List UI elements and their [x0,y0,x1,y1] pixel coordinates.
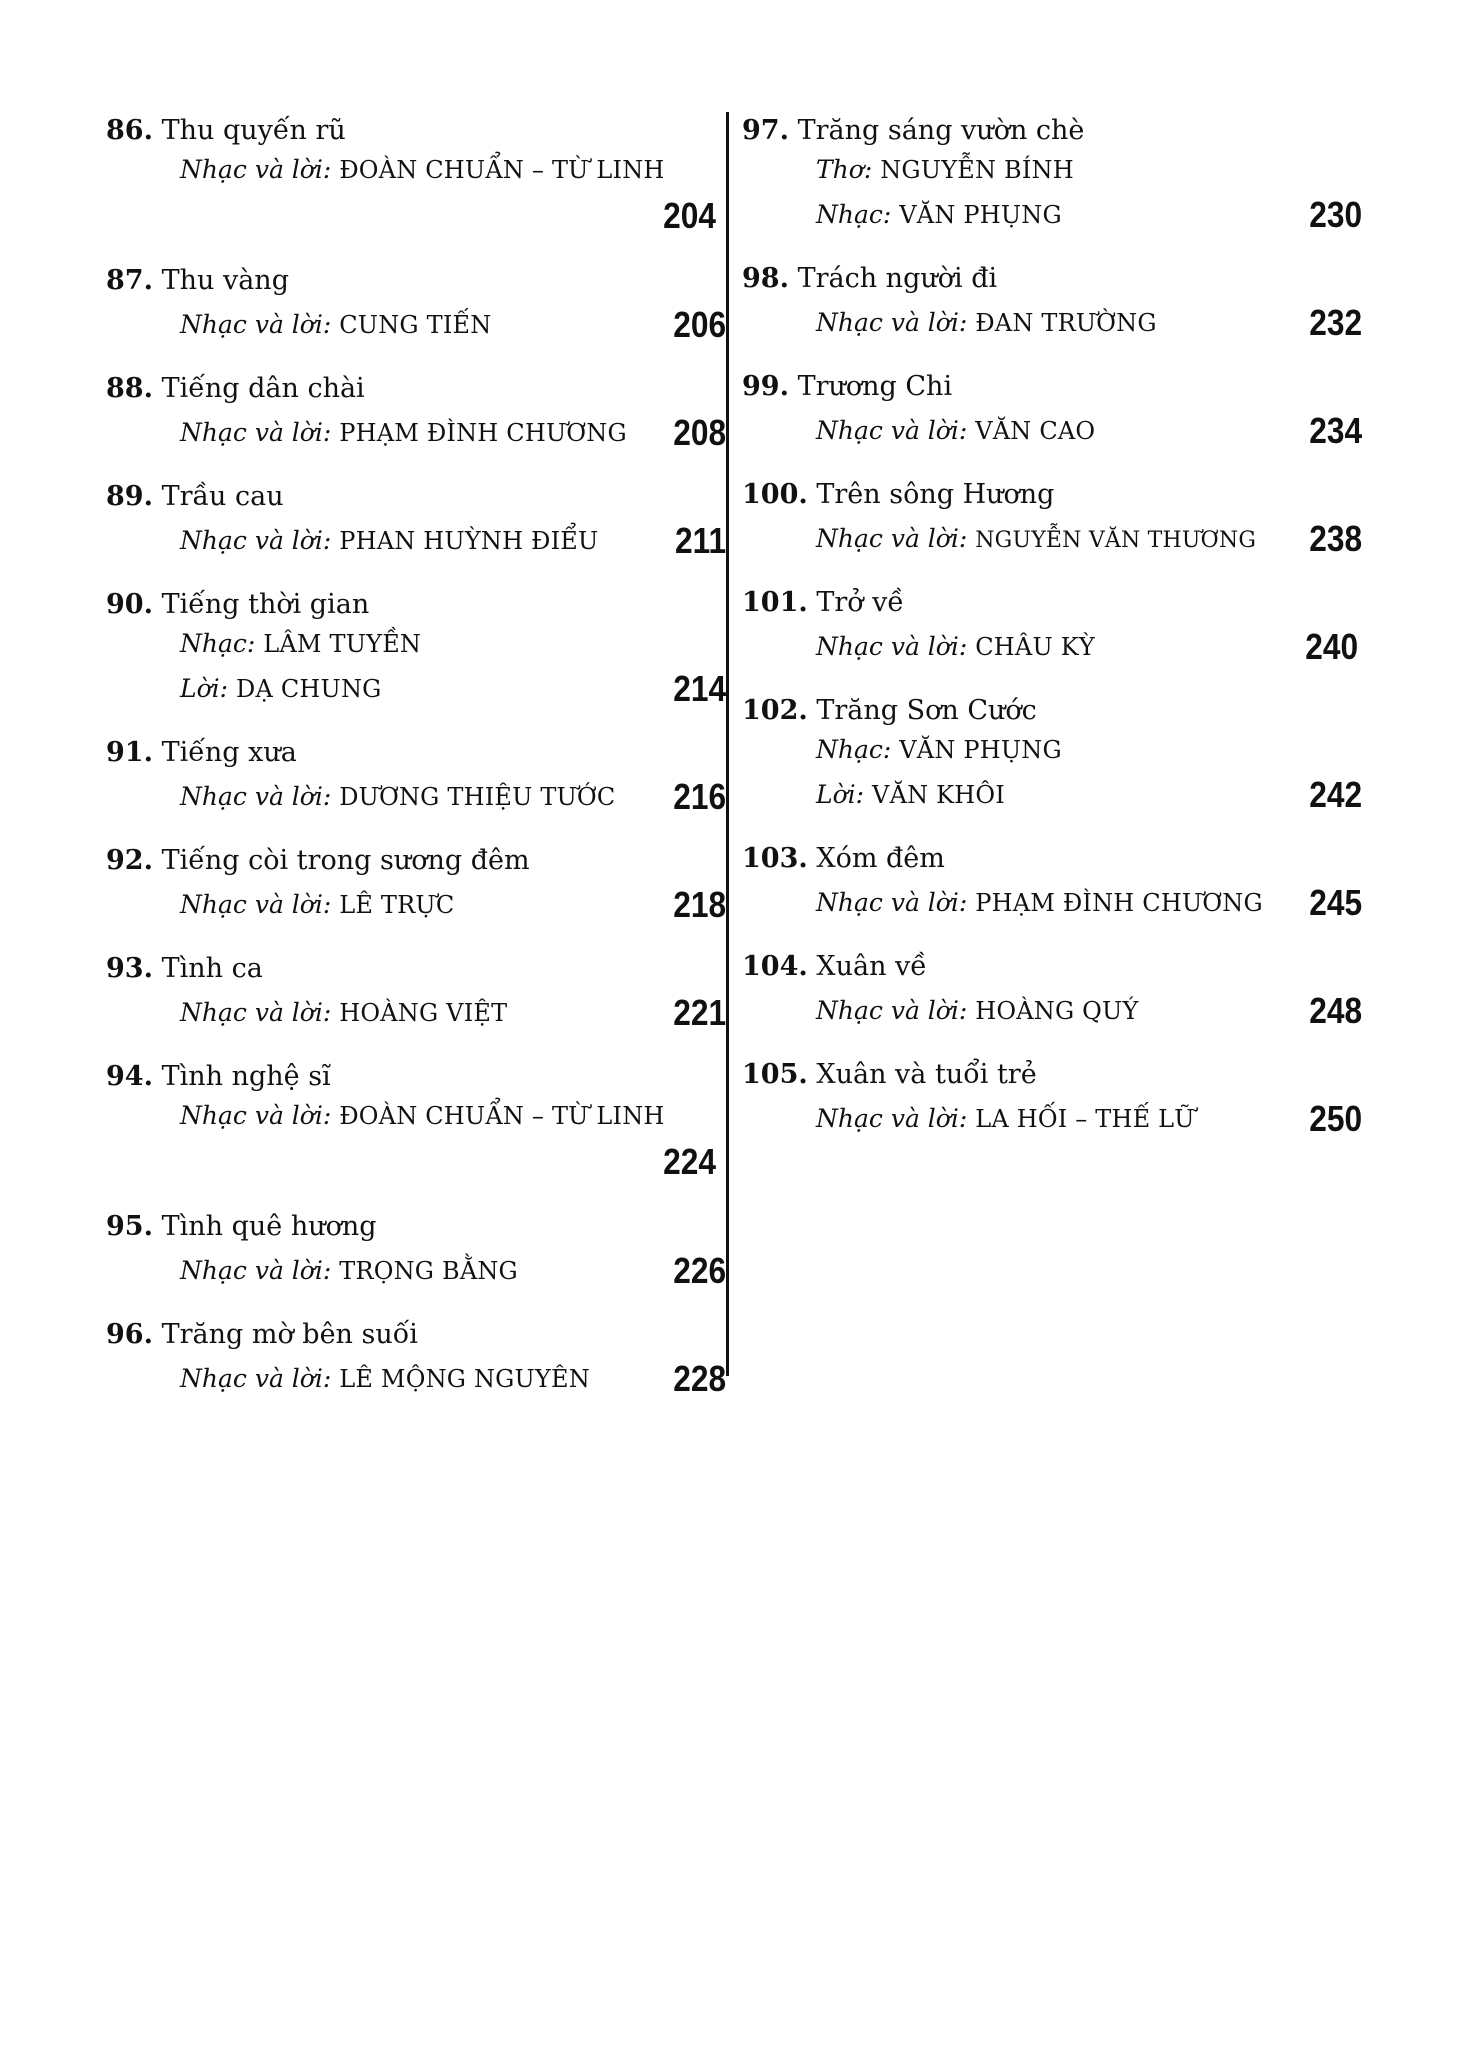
credit-line [180,516,726,566]
toc-entry[interactable] [106,262,726,350]
song-title: Trách người đi [797,263,998,294]
page-number: 206 [673,304,726,345]
entry-number: 99. [742,371,789,402]
entry-number: 96. [106,1319,153,1350]
credit-name: HOÀNG QUÝ [975,997,1139,1025]
toc-entry[interactable] [742,584,1358,672]
toc-entry[interactable] [106,370,726,458]
credit-name: VĂN CAO [975,417,1096,445]
toc-entry[interactable] [742,840,1362,928]
toc-entry[interactable] [106,1058,716,1188]
toc-entry[interactable] [106,950,726,1038]
credit-line [180,1096,716,1136]
credit-name: HOÀNG VIỆT [339,999,508,1027]
entry-number: 104. [742,951,808,982]
credit-role: Nhạc và lời: [816,416,968,445]
credit-line [180,664,726,714]
credit-line [180,300,726,350]
toc-entry[interactable] [742,112,1362,240]
credit-line [816,406,1362,456]
credit-name: PHAN HUỲNH ĐIỂU [339,527,599,555]
song-title: Trăng Sơn Cước [816,695,1037,726]
credit-line [180,150,716,190]
credit-line [816,986,1362,1036]
credit-line [180,1354,726,1404]
credit-name: VĂN PHỤNG [899,736,1062,764]
credit-name: LÊ TRỰC [339,891,455,919]
credit-role: Nhạc và lời: [816,888,968,917]
credit-line [180,880,726,930]
credit-role: Nhạc và lời: [180,890,332,919]
song-title: Tình nghệ sĩ [161,1061,331,1092]
entry-number: 86. [106,115,153,146]
toc-entry[interactable] [106,586,726,714]
credit-line [180,772,726,822]
page-number: 240 [1305,626,1358,667]
entry-number: 105. [742,1059,808,1090]
song-title: Trương Chi [797,371,953,402]
credit-name: NGUYỄN BÍNH [880,156,1074,184]
toc-entry[interactable] [742,476,1362,564]
credit-role: Thơ: [816,155,873,184]
credit-line [816,1094,1362,1144]
credit-name: DƯƠNG THIỆU TƯỚC [339,783,616,811]
page-number: 214 [673,668,726,709]
song-title: Thu vàng [161,265,289,296]
credit-name: LÂM TUYỀN [263,630,422,658]
page-number: 250 [1309,1098,1362,1139]
credit-role: Nhạc: [816,735,892,764]
credit-line [816,150,1352,190]
entry-number: 93. [106,953,153,984]
song-title: Trăng sáng vườn chè [797,115,1085,146]
credit-name: DẠ CHUNG [236,675,382,703]
credit-line [816,878,1362,928]
entry-number: 91. [106,737,153,768]
credit-line [180,624,716,664]
credit-line [816,514,1362,564]
credit-name: ĐOÀN CHUẨN – TỪ LINH [339,156,665,184]
credit-role: Nhạc và lời: [180,310,332,339]
song-title: Tiếng xưa [161,737,297,768]
song-title: Trăng mờ bên suối [161,1319,418,1350]
credit-role: Nhạc và lời: [180,155,332,184]
page-number: 248 [1309,990,1362,1031]
page-number: 245 [1309,882,1362,923]
page-number: 228 [673,1358,726,1399]
toc-entry[interactable] [742,948,1362,1036]
page-number: 242 [1309,774,1362,815]
page-number: 238 [1309,518,1362,559]
toc-entry[interactable] [742,368,1362,456]
toc-entry[interactable] [106,478,726,566]
credit-role: Nhạc và lời: [180,998,332,1027]
credit-name: ĐAN TRƯỜNG [975,309,1157,337]
toc-right-column [742,112,1362,1144]
entry-number: 97. [742,115,789,146]
credit-name: PHẠM ĐÌNH CHƯƠNG [975,889,1263,917]
entry-number: 101. [742,587,808,618]
credit-role: Lời: [816,780,865,809]
page-number: 221 [673,992,726,1033]
credit-name: LÊ MỘNG NGUYÊN [339,1365,590,1393]
song-title: Tiếng thời gian [161,589,370,620]
entry-number: 102. [742,695,808,726]
credit-role: Nhạc và lời: [816,996,968,1025]
credit-role: Nhạc và lời: [180,1364,332,1393]
page-number: 224 [663,1141,716,1182]
credit-role: Nhạc và lời: [180,782,332,811]
entry-number: 90. [106,589,153,620]
credit-name: NGUYỄN VĂN THƯƠNG [975,528,1257,553]
credit-role: Nhạc và lời: [816,632,968,661]
song-title: Trên sông Hương [816,479,1055,510]
credit-name: VĂN PHỤNG [899,201,1062,229]
credit-role: Nhạc và lời: [816,524,968,553]
credit-name: CUNG TIẾN [339,311,492,339]
page-number: 211 [674,520,726,561]
credit-line [180,988,726,1038]
credit-name: TRỌNG BẰNG [339,1257,518,1285]
toc-entry[interactable] [742,692,1362,820]
entry-number: 92. [106,845,153,876]
entry-number: 89. [106,481,153,512]
song-title: Tiếng dân chài [161,373,365,404]
page-number: 218 [673,884,726,925]
credit-line [180,1246,726,1296]
song-title: Xóm đêm [816,843,945,874]
entry-number: 94. [106,1061,153,1092]
credit-name: VĂN KHÔI [872,781,1005,809]
column-divider [726,112,729,1376]
entry-number: 98. [742,263,789,294]
credit-role: Nhạc và lời: [816,308,968,337]
credit-role: Lời: [180,674,229,703]
credit-name: LA HỐI – THẾ LỮ [975,1105,1195,1133]
page-number: 226 [673,1250,726,1291]
credit-line [816,622,1358,672]
credit-line [180,408,726,458]
entry-number: 100. [742,479,808,510]
credit-role: Nhạc và lời: [180,1256,332,1285]
page-number: 230 [1309,194,1362,235]
song-title: Tình quê hương [161,1211,377,1242]
song-title: Thu quyến rũ [161,115,346,146]
entry-number: 88. [106,373,153,404]
song-title: Tiếng còi trong sương đêm [161,845,530,876]
credit-name: PHẠM ĐÌNH CHƯƠNG [339,419,627,447]
entry-number: 95. [106,1211,153,1242]
song-title: Xuân và tuổi trẻ [816,1059,1037,1090]
toc-entry[interactable] [742,260,1362,348]
credit-role: Nhạc và lời: [180,418,332,447]
toc-left-column [106,112,726,1404]
credit-role: Nhạc: [816,200,892,229]
toc-entry[interactable] [106,112,716,242]
credit-line [816,298,1362,348]
credit-line [816,730,1352,770]
credit-role: Nhạc và lời: [180,526,332,555]
song-title: Tình ca [161,953,263,984]
credit-name: CHÂU KỲ [975,633,1095,661]
toc-entry[interactable] [106,1316,726,1404]
toc-entry[interactable] [106,842,726,930]
toc-entry[interactable] [106,1208,726,1296]
toc-entry[interactable] [106,734,726,822]
song-title: Trở về [816,587,904,618]
credit-role: Nhạc: [180,629,256,658]
page-number: 234 [1309,410,1362,451]
page-number: 204 [663,195,716,236]
song-title: Xuân về [816,951,927,982]
credit-line [816,190,1362,240]
credit-role: Nhạc và lời: [180,1101,332,1130]
credit-line [816,770,1362,820]
page-number: 216 [673,776,726,817]
entry-number: 103. [742,843,808,874]
page-number: 232 [1309,302,1362,343]
credit-name: ĐOÀN CHUẨN – TỪ LINH [339,1102,665,1130]
entry-number: 87. [106,265,153,296]
song-title: Trầu cau [161,481,284,512]
toc-entry[interactable] [742,1056,1362,1144]
page-number: 208 [673,412,726,453]
credit-role: Nhạc và lời: [816,1104,968,1133]
